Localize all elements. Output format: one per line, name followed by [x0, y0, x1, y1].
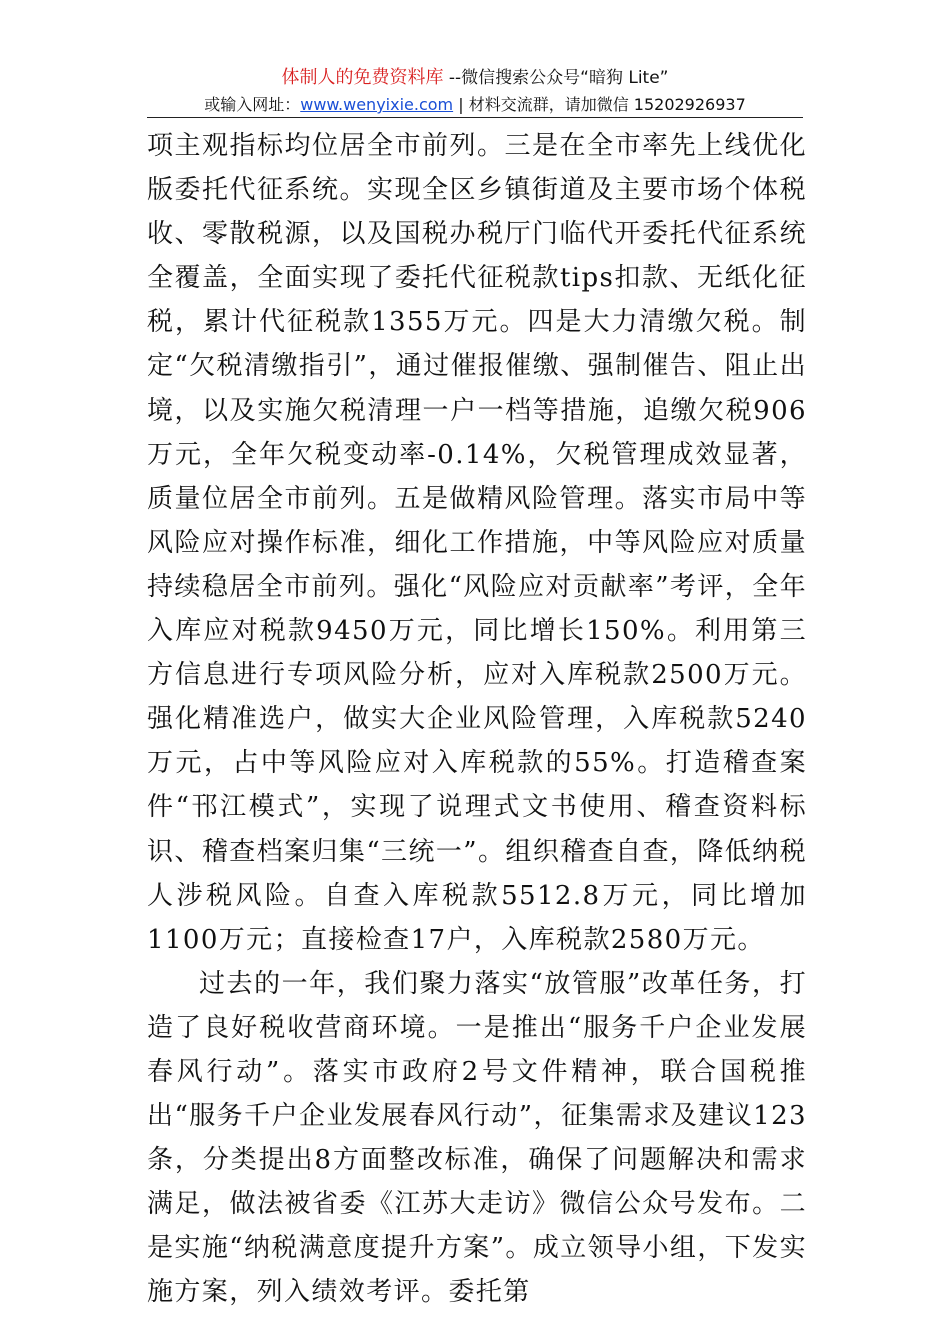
header-contact-line: [0, 94, 950, 116]
url-prefix: 或输入网址：: [204, 95, 301, 114]
contact-info: | 材料交流群，请加微信 15202926937: [453, 95, 746, 114]
paragraph: 项主观指标均位居全市前列。三是在全市率先上线优化版委托代征系统。实现全区乡镇街道及主要市场个体税收、零散税源，以及国税办税厅门临代开委托代征系统全覆盖，全面实现了委托代征税款tips扣款、无纸化征税，累计代征税款1355万元。四是大力清缴欠税。制定“欠税清缴指引”，通过催报催缴、强制催告、阻止出境，以及实施欠税清理一户一档等措施，追缴欠税906万元，全年欠税变动率-0.14%，欠税管理成效显著，质量位居全市前列。五是做精风险管理。落实市局中等风险应对操作标准，细化工作措施，中等风险应对质量持续稳居全市前列。强化“风险应对贡献率”考评，全年入库应对税款9450万元，同比增长150%。利用第三方信息进行专项风险分析，应对入库税款2500万元。强化精准选户，做实大企业风险管理，入库税款5240万元，占中等风险应对入库税款的55%。打造稽查案件“邗江模式”，实现了说理式文书使用、稽查资料标识、稽查档案归集“三统一”。组织稽查自查，降低纳税人涉税风险。自查入库税款5512.8万元，同比增加1100万元；直接检查17户，入库税款2580万元。: [147, 131, 807, 955]
paragraph: 过去的一年，我们聚力落实“放管服”改革任务，打造了良好税收营商环境。一是推出“服务千户企业发展春风行动”。落实市政府2号文件精神，联合国税推出“服务千户企业发展春风行动”，征集需求及建议123条，分类提出8方面整改标准，确保了问题解决和需求满足，做法被省委《江苏大走访》微信公众号发布。二是实施“纳税满意度提升方案”。成立领导小组，下发实施方案，列入绩效考评。委托第: [147, 968, 807, 1308]
website-link[interactable]: www.wenyixie.com: [300, 95, 454, 114]
header-divider: [147, 117, 803, 118]
header-title-line: [0, 66, 950, 90]
document-body: [147, 124, 807, 1315]
brand-name: 体制人的免费资料库: [281, 67, 444, 88]
header-subtitle: --微信搜索公众号“暗狗 Lite”: [443, 68, 669, 88]
page-header: [0, 66, 950, 116]
